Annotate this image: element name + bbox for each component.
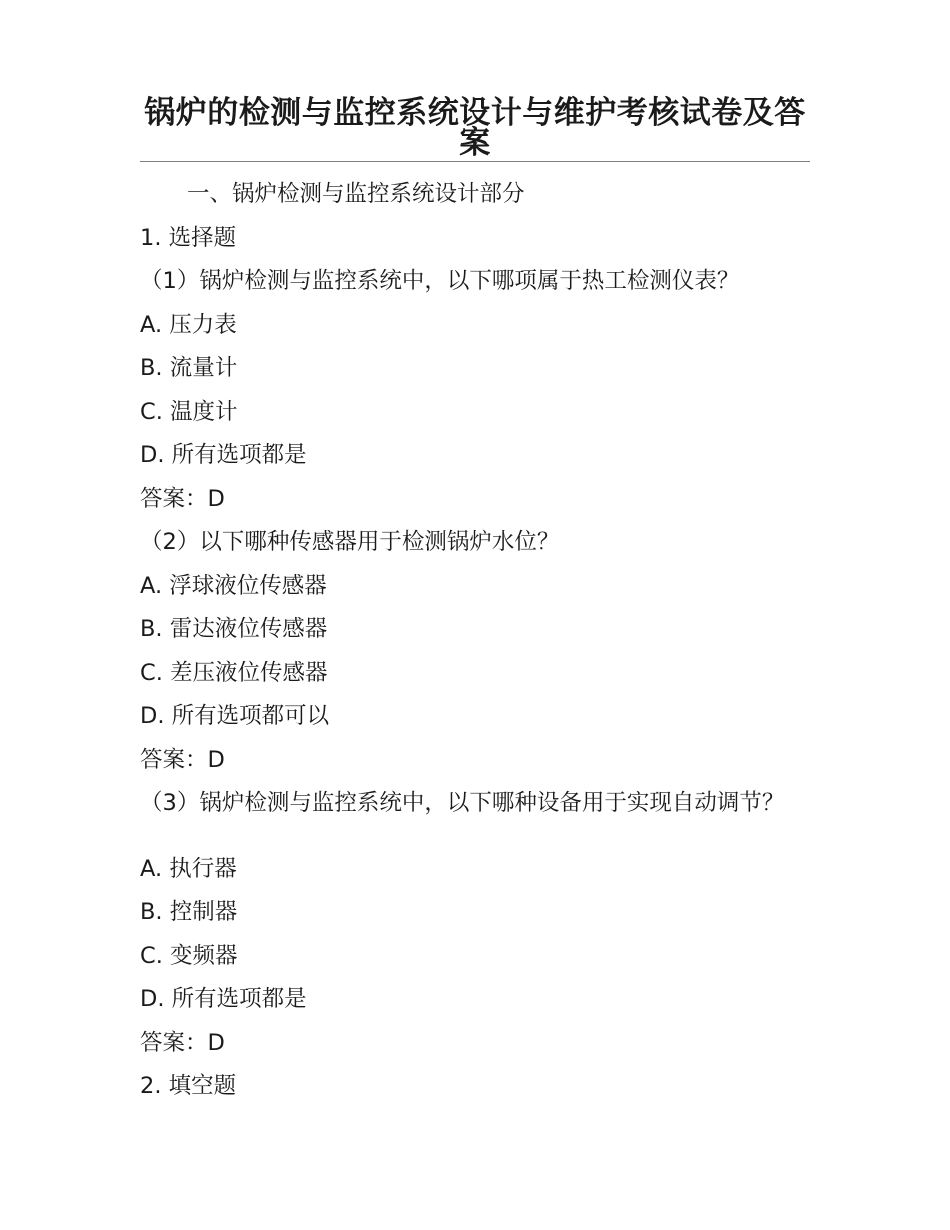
part1-heading: 1. 选择题 <box>140 225 237 251</box>
question-1-option-c: C. 温度计 <box>140 399 238 425</box>
question-2-option-c: C. 差压液位传感器 <box>140 660 328 686</box>
question-3-option-b: B. 控制器 <box>140 899 238 925</box>
part2-heading: 2. 填空题 <box>140 1073 237 1099</box>
question-3-stem: （3）锅炉检测与监控系统中，以下哪种设备用于实现自动调节？ <box>140 790 785 816</box>
question-3-option-a: A. 执行器 <box>140 856 237 882</box>
question-1-answer: 答案：D <box>140 486 225 512</box>
question-3-option-d: D. 所有选项都是 <box>140 986 307 1012</box>
question-1-stem: （1）锅炉检测与监控系统中，以下哪项属于热工检测仪表？ <box>140 268 740 294</box>
question-1-option-a: A. 压力表 <box>140 312 237 338</box>
question-3-option-c: C. 变频器 <box>140 943 238 969</box>
question-2-option-d: D. 所有选项都可以 <box>140 703 330 729</box>
section-heading: 一、锅炉检测与监控系统设计部分 <box>187 181 525 207</box>
question-3-answer: 答案：D <box>140 1030 225 1056</box>
document-title: 锅炉的检测与监控系统设计与维护考核试卷及答案 <box>144 95 806 161</box>
title-underline <box>140 161 810 162</box>
question-2-answer: 答案：D <box>140 747 225 773</box>
question-2-stem: （2）以下哪种传感器用于检测锅炉水位？ <box>140 529 560 555</box>
question-1-option-d: D. 所有选项都是 <box>140 442 307 468</box>
question-2-option-a: A. 浮球液位传感器 <box>140 573 327 599</box>
question-2-option-b: B. 雷达液位传感器 <box>140 616 328 642</box>
question-1-option-b: B. 流量计 <box>140 355 238 381</box>
